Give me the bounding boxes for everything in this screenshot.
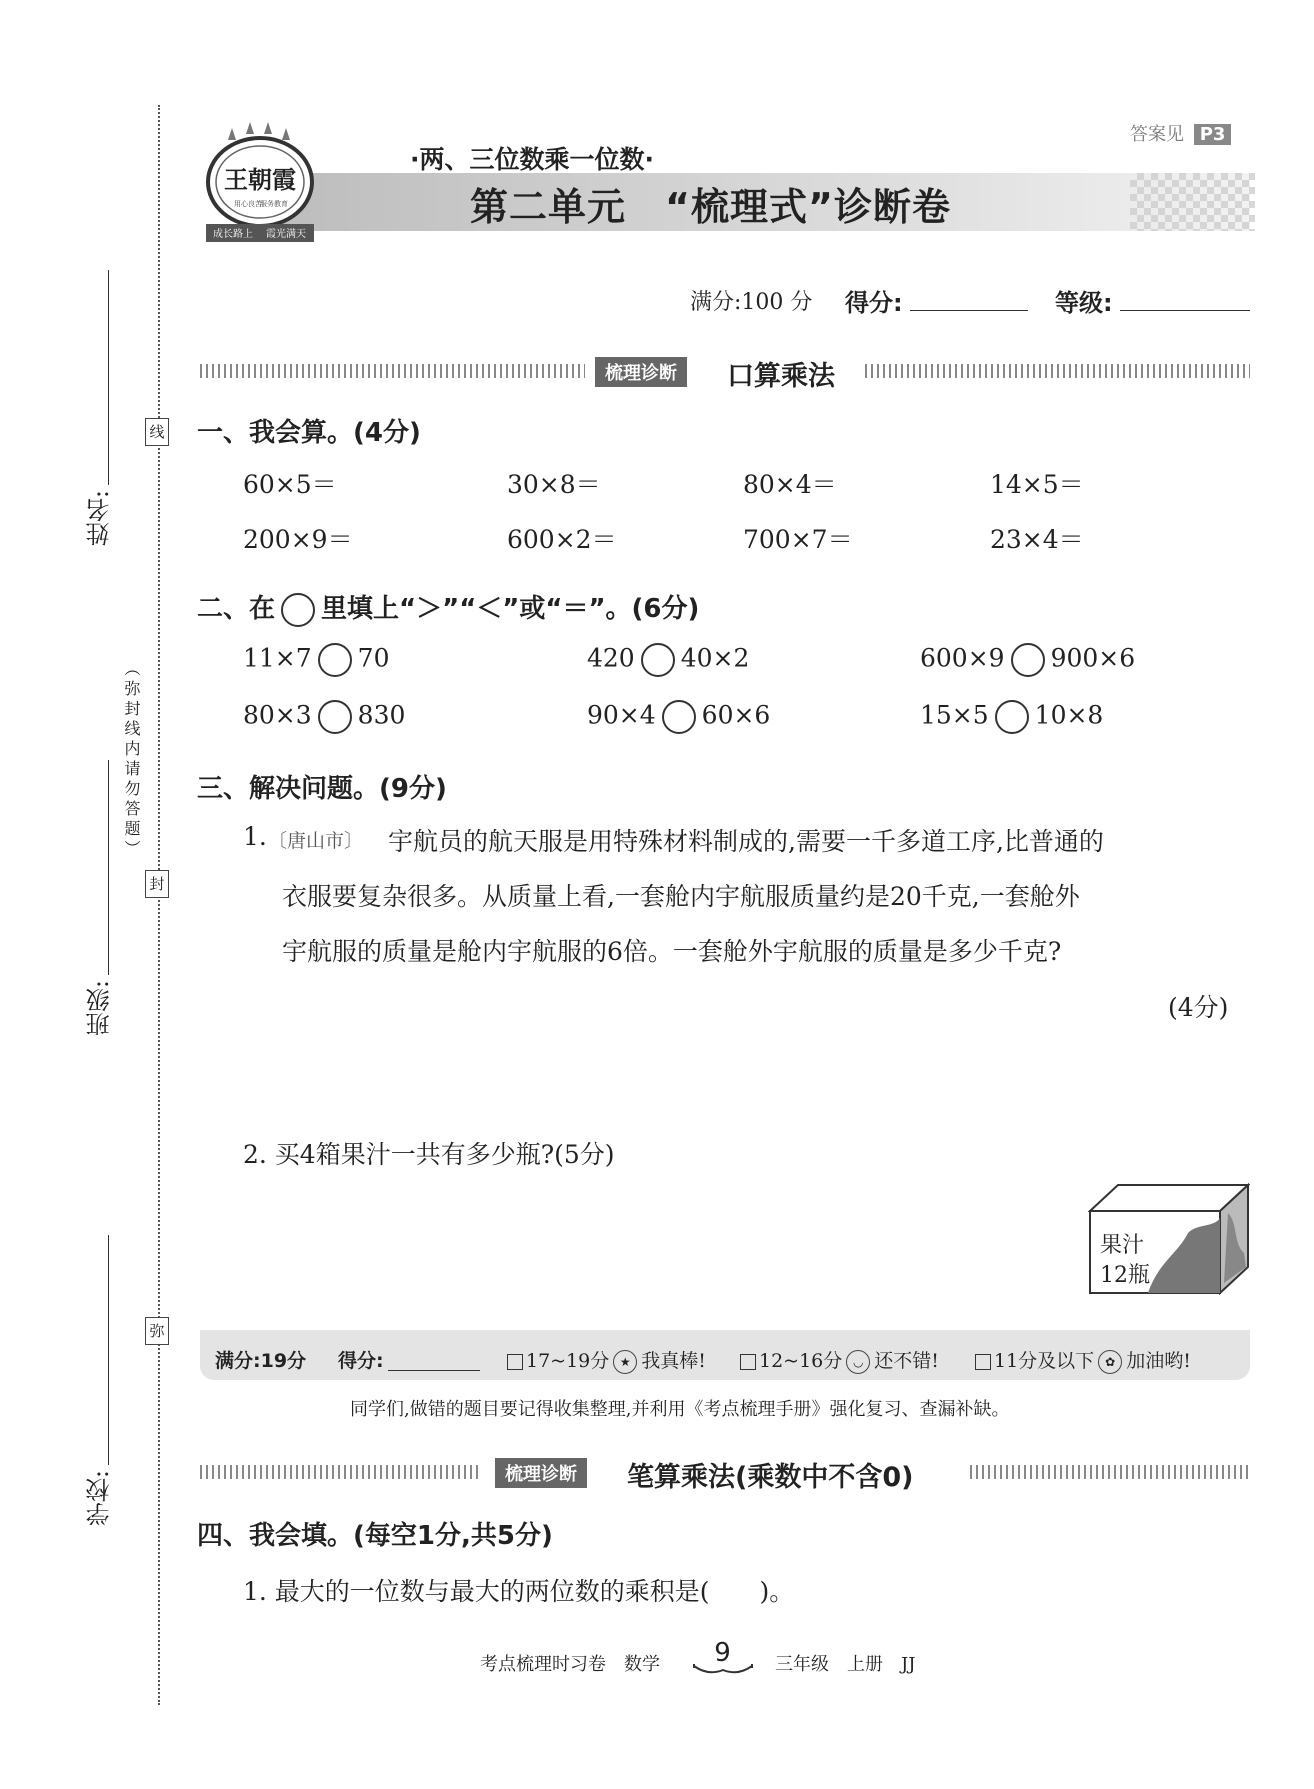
q3-heading: 三、解决问题。(9分) (197, 774, 447, 804)
footer-grade: 三年级 上册 JJ (775, 1654, 916, 1675)
compare-item (243, 643, 389, 677)
school-field[interactable] (108, 1235, 109, 1465)
compare-item (243, 700, 405, 734)
compare-left: 420 (587, 643, 635, 673)
compare-left: 90×4 (587, 700, 656, 730)
checkbox-icon[interactable] (740, 1354, 756, 1370)
logo-slogan-2: 服务教育 (260, 200, 288, 208)
q1-item: 60×5＝ (243, 470, 337, 499)
compare-left: 80×3 (243, 700, 312, 730)
q1-item: 600×2＝ (507, 525, 617, 554)
q1-heading: 一、我会算。(4分) (197, 418, 421, 448)
footer-book-title: 考点梳理时习卷 数学 (480, 1654, 660, 1675)
compare-right: 70 (357, 643, 390, 673)
grade-field[interactable] (1120, 310, 1250, 311)
open-book-icon (692, 1664, 754, 1678)
compare-circle[interactable] (318, 643, 352, 677)
compare-item (920, 643, 1135, 677)
rating-message: 加油哟! (1126, 1350, 1191, 1372)
compare-left: 15×5 (920, 700, 989, 730)
compare-right: 60×6 (701, 700, 771, 730)
section-divider-right (865, 364, 1250, 378)
compare-right: 900×6 (1050, 643, 1136, 673)
q4-item-1: 1. 最大的一位数与最大的两位数的乘积是( )。 (243, 1577, 795, 1606)
logo-slogan-1: 用心良苦 (234, 200, 262, 208)
compare-circle[interactable] (1011, 643, 1045, 677)
circle-icon (281, 593, 315, 627)
rating-message: 我真棒! (641, 1350, 706, 1372)
checkbox-icon[interactable] (507, 1354, 523, 1370)
section-full-score: 满分:19分 (215, 1350, 307, 1372)
logo-name: 王朝霞 (224, 165, 296, 194)
page-number: 9 (714, 1638, 731, 1668)
section-badge: 梳理诊断 (495, 1458, 587, 1488)
q1-item: 23×4＝ (990, 525, 1084, 554)
compare-item (920, 700, 1103, 734)
section-title: 笔算乘法(乘数中不含0) (627, 1462, 914, 1493)
q1-item: 30×8＝ (507, 470, 601, 499)
problem-1-source: 〔唐山市〕 (268, 830, 364, 852)
q1-item: 200×9＝ (243, 525, 353, 554)
rating-option-2[interactable] (740, 1346, 939, 1374)
binding-warning: （弥封线内请勿答题） (122, 660, 141, 860)
q1-item: 80×4＝ (743, 470, 837, 499)
rating-message: 还不错! (874, 1350, 939, 1372)
section-divider-left (200, 364, 585, 378)
class-field[interactable] (108, 760, 109, 975)
section-score-label: 得分: (338, 1350, 384, 1372)
juice-box-count: 12瓶 (1100, 1263, 1150, 1288)
rating-range: 17~19分 (526, 1350, 610, 1372)
score-field[interactable] (910, 310, 1028, 311)
answer-reference (1130, 120, 1231, 146)
grade-label: 等级: (1055, 289, 1113, 317)
problem-2: 2. 买4箱果汁一共有多少瓶?(5分) (243, 1140, 615, 1169)
compare-right: 40×2 (680, 643, 750, 673)
review-note: 同学们,做错的题目要记得收集整理,并利用《考点梳理手册》强化复习、查漏补缺。 (350, 1399, 1010, 1420)
binding-stamp-line: 线 (145, 418, 169, 446)
juice-box-label: 果汁 (1100, 1233, 1145, 1258)
binding-dotted-line (158, 105, 160, 1705)
answer-ref-page: P3 (1194, 124, 1232, 145)
compare-left: 11×7 (243, 643, 312, 673)
compare-circle[interactable] (318, 700, 352, 734)
section-divider-right (970, 1465, 1250, 1479)
rating-range: 11分及以下 (994, 1350, 1095, 1372)
rating-option-3[interactable] (975, 1346, 1191, 1374)
compare-item (587, 643, 749, 677)
score-label: 得分: (845, 289, 903, 317)
q1-item: 700×7＝ (743, 525, 853, 554)
section-title: 口算乘法 (727, 361, 835, 392)
compare-left: 600×9 (920, 643, 1005, 673)
q2-heading (197, 588, 699, 627)
page-title: 第二单元 “梳理式”诊断卷 (470, 185, 951, 229)
name-label: 姓名: (86, 490, 114, 547)
answer-ref-label: 答案见 (1130, 124, 1184, 145)
smile-face-icon: ◡ (846, 1350, 870, 1374)
logo-motto-right: 霞光满天 (266, 229, 306, 240)
full-score: 满分:100 分 (690, 290, 813, 315)
publisher-logo (198, 120, 323, 250)
school-label: 学校: (86, 1470, 114, 1527)
binding-stamp-mi: 弥 (145, 1317, 169, 1345)
section-divider-left (200, 1465, 480, 1479)
compare-circle[interactable] (995, 700, 1029, 734)
q1-item: 14×5＝ (990, 470, 1084, 499)
section-badge: 梳理诊断 (595, 357, 687, 387)
q2-heading-part2: 里填上“＞”“＜”或“＝”。(6分) (321, 594, 700, 624)
compare-circle[interactable] (662, 700, 696, 734)
checkbox-icon[interactable] (975, 1354, 991, 1370)
logo-motto-left: 成长路上 (213, 229, 253, 240)
problem-1-number: 1. (243, 822, 267, 851)
binding-stamp-seal: 封 (145, 870, 169, 898)
compare-circle[interactable] (641, 643, 675, 677)
compare-right: 830 (357, 700, 406, 730)
problem-1-line1: 宇航员的航天服是用特殊材料制成的,需要一千多道工序,比普通的 (388, 827, 1104, 856)
rating-range: 12~16分 (759, 1350, 843, 1372)
q4-heading: 四、我会填。(每空1分,共5分) (197, 1521, 553, 1551)
rating-option-1[interactable] (507, 1346, 706, 1374)
compare-item (587, 700, 770, 734)
problem-1-line3: 宇航服的质量是舱内宇航服的6倍。一套舱外宇航服的质量是多少千克? (282, 937, 1062, 966)
q2-heading-part1: 二、在 (197, 594, 276, 624)
title-checker-pattern (1130, 173, 1255, 231)
class-label: 班级: (86, 980, 114, 1037)
unit-subtitle: ·两、三位数乘一位数· (410, 145, 654, 174)
compare-right: 10×8 (1034, 700, 1104, 730)
problem-1-line2: 衣服要复杂很多。从质量上看,一套舱内宇航服质量约是20千克,一套舱外 (282, 882, 1080, 911)
star-face-icon: ★ (613, 1350, 637, 1374)
name-field[interactable] (108, 270, 109, 485)
cheer-face-icon: ✿ (1098, 1350, 1122, 1374)
problem-1-score: (4分) (1168, 993, 1229, 1022)
section-score-field[interactable] (388, 1370, 480, 1371)
